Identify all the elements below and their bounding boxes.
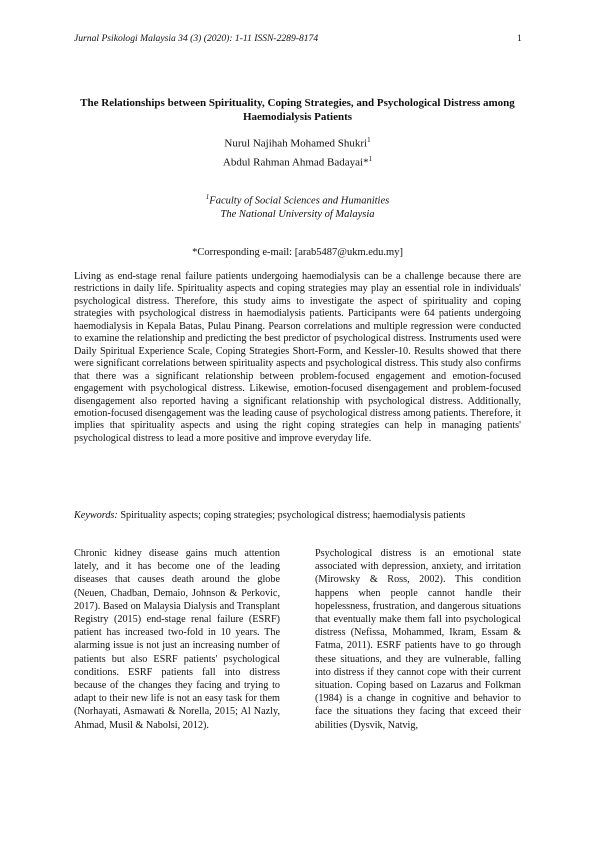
affiliation xyxy=(0,191,595,222)
author-name: Nurul Najihah Mohamed Shukri xyxy=(224,137,368,150)
body-left-column: Chronic kidney disease gains much attention lately, and it has become one of the leading diseases that causes death around the globe (Neuen, Chadban, Demaio, Johnson & Perkovic, 2017). Based on Malaysia Dialysis and Transplant Registry (2015) end-stage renal failure (ESRF) patient has increased two-fold in 10 years. The alarming issue is not just an increasing number of patients but also ESRF patients' psychological conditions. ESRF patients fall into distress because of the changes they facing and trying to adapt to their new life is not an easy task for them (Norhayati, Asmawati & Norella, 2015; Al Nazly, Ahmad, Musil & Nabolsi, 2012). xyxy=(74,548,280,731)
paper-title: The Relationships between Spirituality, Coping Strategies, and Psychological Distress among Haemodialysis Patients xyxy=(80,97,515,123)
affiliation-mark: 1 xyxy=(368,155,373,163)
corresponding-email: *Corresponding e-mail: [arab5487@ukm.edu.my] xyxy=(192,247,403,258)
keywords-text: Spirituality aspects; coping strategies; psychological distress; haemodialysis patients xyxy=(117,510,466,521)
affiliation-mark: 1 xyxy=(205,193,210,201)
affiliation-line-1: $^1$Faculty of Social Sciences and Humanities xyxy=(205,193,390,207)
author-name: Abdul Rahman Ahmad Badayai* xyxy=(222,156,369,169)
body-right-column: Psychological distress is an emotional state associated with depression, anxiety, and irritation (Mirowsky & Ross, 2002). This condition happens when people cannot handle their hopelessness, frustration, and dangerous situations that eventually make them fall into psychological distress (Nefissa, Mohammed, Ikram, Essam & Fatma, 2011). ESRF patients have to go through these situations, and they are vulnerable, falling into distress if they cannot cope with their current situation. Coping based on Lazarus and Folkman (1984) is a change in cognitive and behavior to face the situations they facing that exceed their abilities (Dysvik, Natvig, xyxy=(315,548,521,731)
author-1 xyxy=(0,136,595,150)
abstract: Living as end-stage renal failure patients undergoing haemodialysis can be a challenge because there are restrictions in daily life. Spirituality aspects and coping strategies may play an essential role in individuals' psychological distress. Therefore, this study aims to investigate the aspect of spirituality and coping strategies with psychological distress in haemodialysis patients. Participants were 64 patients undergoing haemodialysis in Kepala Batas, Pulau Pinang. Pearson correlations and multiple regression were conducted to examine the relationship and predicting the best predictor of psychological distress. Instruments used were Daily Spiritual Experience Scale, Coping Strategies Short-Form, and Kessler-10. Results showed that there were significant correlations between spirituality aspects and psychological distress. This study also confirms that there was a significant relationship between problem-focused engagement and emotion-focused engagement with psychological distress. Likewise, emotion-focused disengagement and problem-focused disengagement also reported having a significant relationship with psychological distress. Additionally, emotion-focused disengagement was the leading cause of psychological distress among patients. Therefore, it implies that spirituality aspects and using the right coping strategies can help in managing patients' psychological distress to lead a more positive and improve everyday life. xyxy=(74,271,521,444)
page-number: 1 xyxy=(517,33,522,44)
affiliation-mark: 1 xyxy=(367,136,371,144)
keywords xyxy=(74,510,521,523)
running-head: Jurnal Psikologi Malaysia 34 (3) (2020): 1-11 ISSN-2289-8174 xyxy=(74,33,319,44)
affiliation-line-2: The National University of Malaysia xyxy=(220,209,375,220)
author-2 xyxy=(0,155,595,169)
keywords-label: Keywords: xyxy=(74,510,118,521)
